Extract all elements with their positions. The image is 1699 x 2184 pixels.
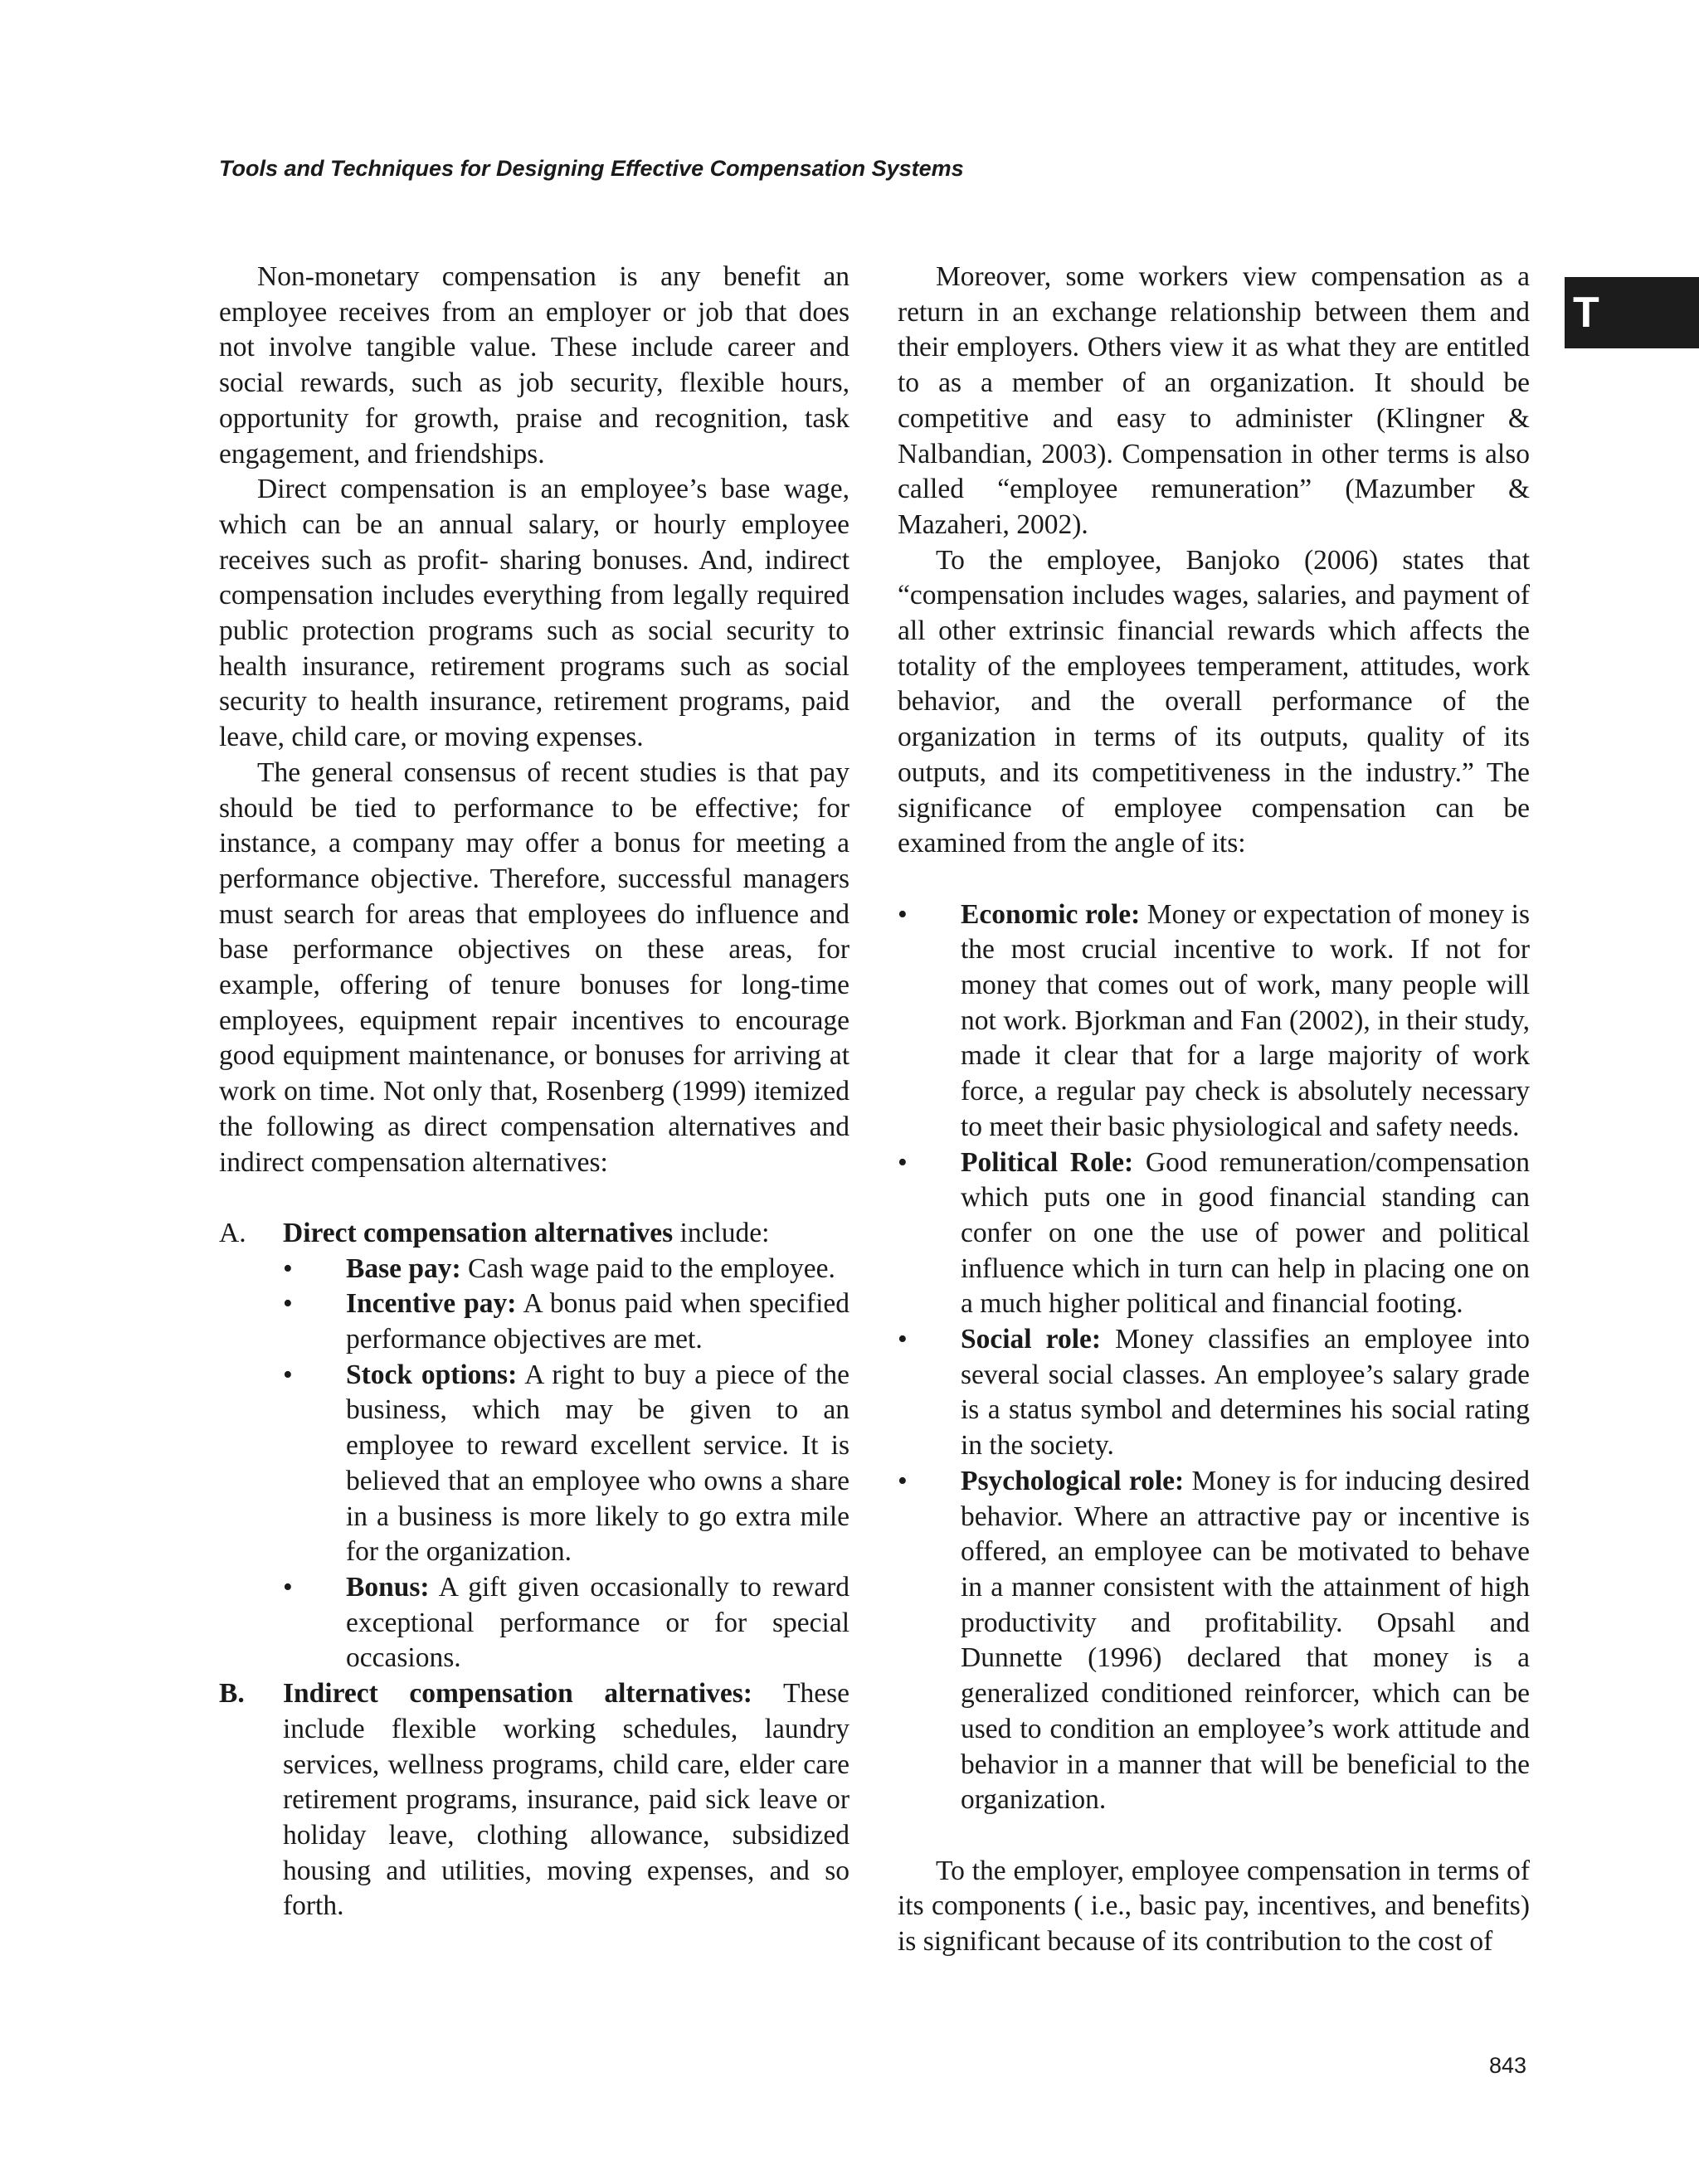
term-psychological-role: Psychological role: — [961, 1465, 1185, 1496]
term-stock-options: Stock options: — [346, 1359, 518, 1390]
bullet-dot: • — [898, 1324, 908, 1355]
bullet-psychological-role — [898, 1464, 1530, 1818]
list-item-direct-alternatives — [219, 1216, 850, 1676]
bullet-dot: • — [898, 1465, 908, 1496]
bullet-base-pay — [283, 1252, 850, 1287]
term-political-role: Political Role: — [961, 1146, 1134, 1178]
running-head-title: Tools and Techniques for Designing Effective Compensation Systems — [219, 156, 964, 181]
bullet-dot: • — [283, 1253, 293, 1284]
text-economic-role: Money or expectation of money is the most crucial incentive to work. If not for money that comes out of work, many people will not work. Bjorkman and Fan (2002), in their study, made it clear that for a large majority of work force, a regular pay check is absolutely necessary to meet their basic physiological and safety needs. — [961, 898, 1530, 1142]
term-indirect-alternatives: Indirect compensation alternatives: — [283, 1678, 752, 1710]
compensation-alternatives-list — [219, 1216, 850, 1924]
list-marker-b: B. — [219, 1678, 245, 1710]
paragraph-banjoko: To the employee, Banjoko (2006) states that “compensation includes wages, salaries, and payment of all other extrinsic financial rewards which affects the totality of the employees temperament, attitudes, work behavior, and the overall performance of the organization in terms of its outputs, quality of its outputs, and its competitiveness in the industry.” The significance of employee compensation can be examined from the angle of its: — [898, 544, 1530, 859]
bullet-social-role — [898, 1322, 1530, 1464]
text-incentive-pay: A bonus paid when specified performance objectives are met. — [346, 1288, 850, 1355]
bullet-political-role — [898, 1146, 1530, 1323]
paragraph-employer-significance: To the employer, employee compensation in terms of its components ( i.e., basic pay, incentives, and benefits) is significant because of its contribution to the cost of — [898, 1855, 1530, 1958]
paragraph-direct-compensation: Direct compensation is an employee’s base wage, which can be an annual salary, or hourly employee receives such as profit- sharing bonuses. And, indirect compensation includes everything from legally required public protection programs such as social security to health insurance, retirement programs such as social security to health insurance, retirement programs, paid leave, child care, or moving expenses. — [219, 474, 850, 753]
text-indirect-alternatives: These include flexible working schedules, laundry services, wellness programs, child care, elder care retirement programs, insurance, paid sick leave or holiday leave, clothing allowance, subsidized housing and utilities, moving expenses, and so forth. — [283, 1678, 850, 1922]
text-stock-options: A right to buy a piece of the business, which may be given to an employee to reward excellent service. It is believed that an employee who owns a share in a business is more likely to go extra mile for the organization. — [346, 1359, 850, 1568]
bullet-dot: • — [283, 1359, 293, 1390]
paragraph-general-consensus: The general consensus of recent studies is that pay should be tied to performance to be effective; for instance, a company may offer a bonus for meeting a performance objective. Therefore, successful managers must search for areas that employees do influence and base performance objectives on these areas, for example, offering of tenure bonuses for long-time employees, equipment repair incentives to encourage good equipment maintenance, or bonuses for arriving at work on time. Not only that, Rosenberg (1999) itemized the following as direct compensation alternatives and indirect compensation alternatives: — [219, 756, 850, 1178]
right-column — [898, 260, 1530, 1960]
bullet-dot: • — [898, 898, 908, 930]
text-social-role: Money classifies an employee into several social classes. An employee’s salary grade is a status symbol and determines his social rating in the society. — [961, 1324, 1530, 1462]
section-tab-letter: T — [1565, 277, 1699, 348]
term-economic-role: Economic role: — [961, 898, 1141, 930]
bullet-bonus — [283, 1570, 850, 1676]
bullet-stock-options — [283, 1358, 850, 1570]
text-psychological-role: Money is for inducing desired behavior. Where an attractive pay or incentive is offered, an employee can be motivated to behave in a manner consistent with the attainment of high productivity and profitability. Opsahl and Dunnette (1996) declared that money is a generalized conditioned reinforcer, which can be used to condition an employee’s work attitude and behavior in a manner that will be beneficial to the organization. — [961, 1465, 1530, 1816]
text-base-pay: Cash wage paid to the employee. — [460, 1253, 835, 1284]
bullet-dot: • — [898, 1146, 908, 1178]
text-political-role: Good remuneration/compensation which puts one in good financial standing can confer on one the use of power and political influence which in turn can help in placing one on a much higher political and financial footing. — [961, 1146, 1531, 1320]
list-item-indirect-alternatives — [219, 1676, 850, 1924]
term-base-pay: Base pay: — [346, 1253, 461, 1284]
left-column — [219, 260, 850, 1924]
paragraph-exchange-relationship: Moreover, some workers view compensation as a return in an exchange relationship between them and their employers. Others view it as what they are entitled to as a member of an organization. It should be competitive and easy to administer (Klingner & Nalbandian, 2003). Compensation in other terms is also called “employee remuneration” (Mazumber & Mazaheri, 2002). — [898, 261, 1530, 540]
bullet-dot: • — [283, 1288, 293, 1320]
term-social-role: Social role: — [961, 1324, 1102, 1355]
bullet-incentive-pay — [283, 1287, 850, 1357]
compensation-roles-list — [898, 897, 1530, 1818]
text-direct-alternatives: include: — [673, 1217, 770, 1248]
term-direct-alternatives: Direct compensation alternatives — [283, 1217, 674, 1248]
bullet-dot: • — [283, 1572, 293, 1603]
paragraph-non-monetary: Non-monetary compensation is any benefit an employee receives from an employer or job that does not involve tangible value. These include career and social rewards, such as job security, flexible hours, opportunity for growth, praise and recognition, task engagement, and friendships. — [219, 261, 850, 469]
term-incentive-pay: Incentive pay: — [346, 1288, 517, 1320]
bullet-economic-role — [898, 897, 1530, 1146]
term-bonus: Bonus: — [346, 1572, 430, 1603]
list-marker-a: A. — [219, 1217, 246, 1248]
page-number: 843 — [1489, 2053, 1527, 2078]
text-bonus: A gift given occasionally to reward exceptional performance or for special occasions. — [346, 1572, 850, 1674]
direct-alternatives-bullets — [283, 1252, 850, 1676]
